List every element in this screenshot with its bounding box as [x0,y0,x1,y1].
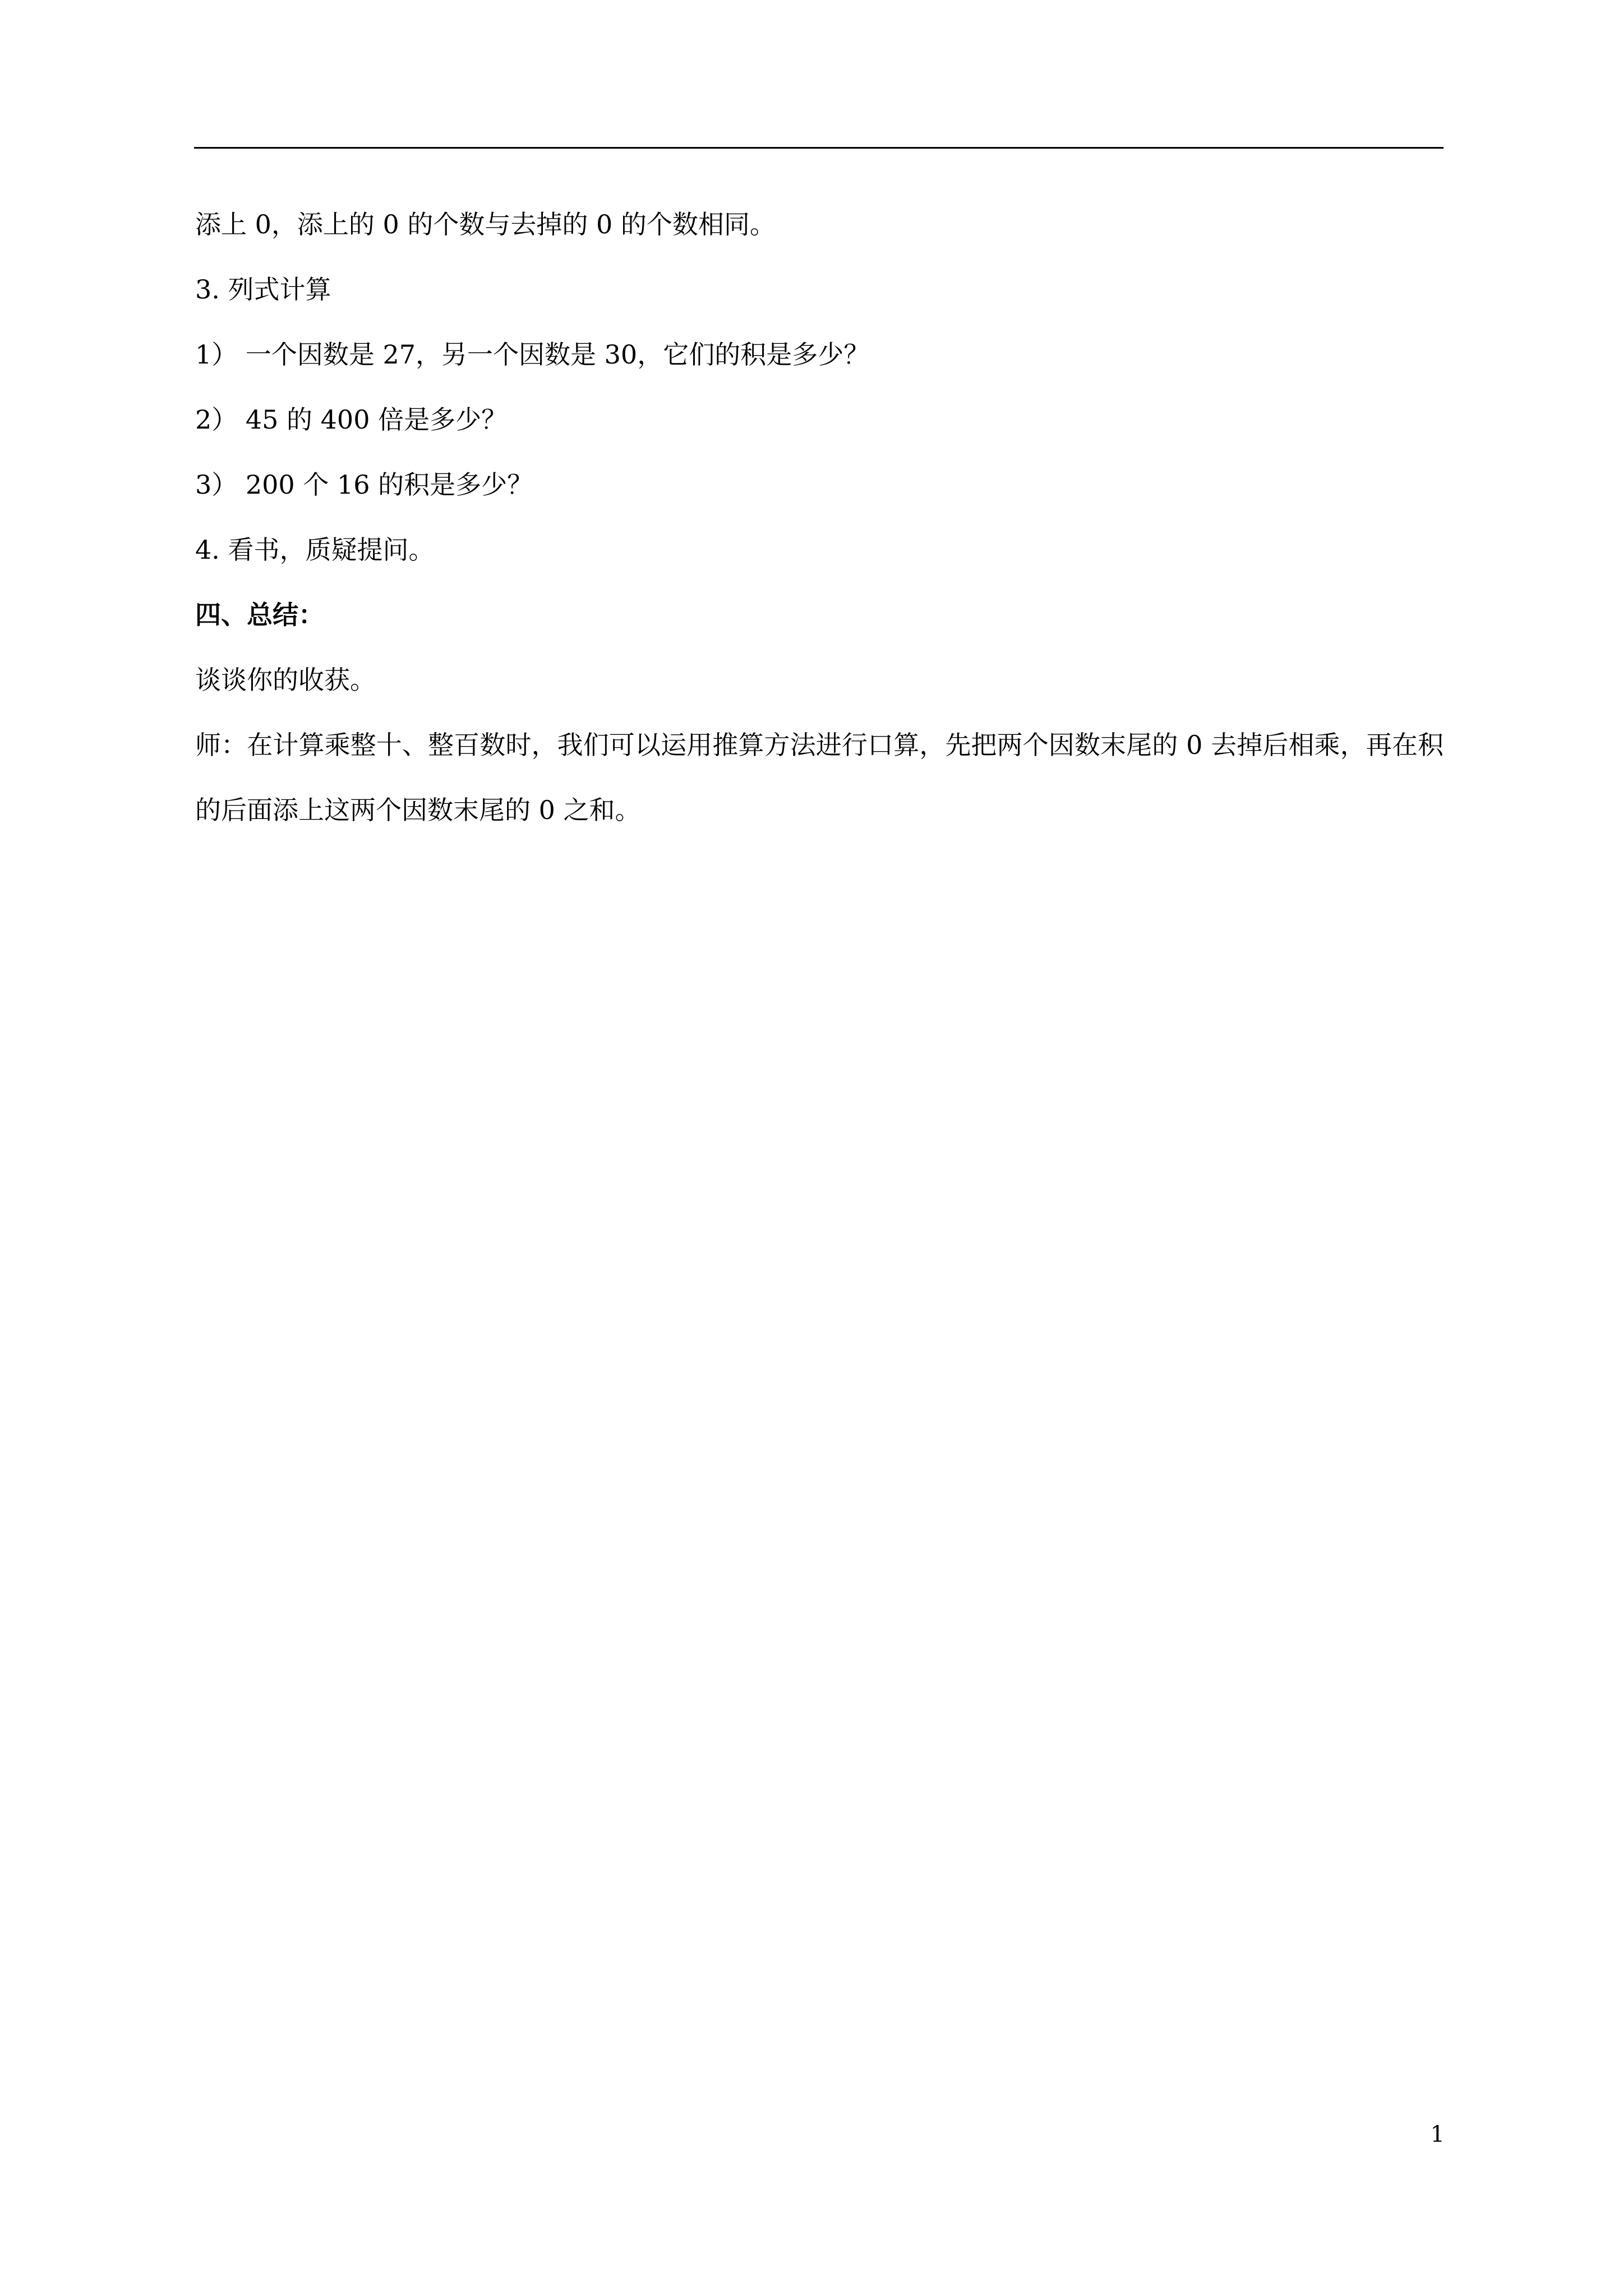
exercise-item: 2） 45 的 400 倍是多少？ [195,404,508,435]
text-line: 谈谈你的收获。 [195,665,376,695]
header-rule [194,147,1444,149]
section-item-heading: 4. 看书，质疑提问。 [195,535,435,565]
page-number: 1 [1430,2122,1445,2147]
section-item-heading: 3. 列式计算 [195,274,331,305]
exercise-item: 3） 200 个 16 的积是多少？ [195,470,533,500]
summary-paragraph: 师：在计算乘整十、整百数时，我们可以运用推算方法进行口算，先把两个因数末尾的 0 去掉后相乘，再在积的后面添上这两个因数末尾的 0 之和。 [195,730,1444,825]
text-line: 添上 0，添上的 0 的个数与去掉的 0 的个数相同。 [195,209,776,240]
exercise-item: 1） 一个因数是 27，另一个因数是 30，它们的积是多少？ [195,339,870,370]
document-body [195,208,1444,843]
section-heading: 四、总结： [195,600,324,630]
